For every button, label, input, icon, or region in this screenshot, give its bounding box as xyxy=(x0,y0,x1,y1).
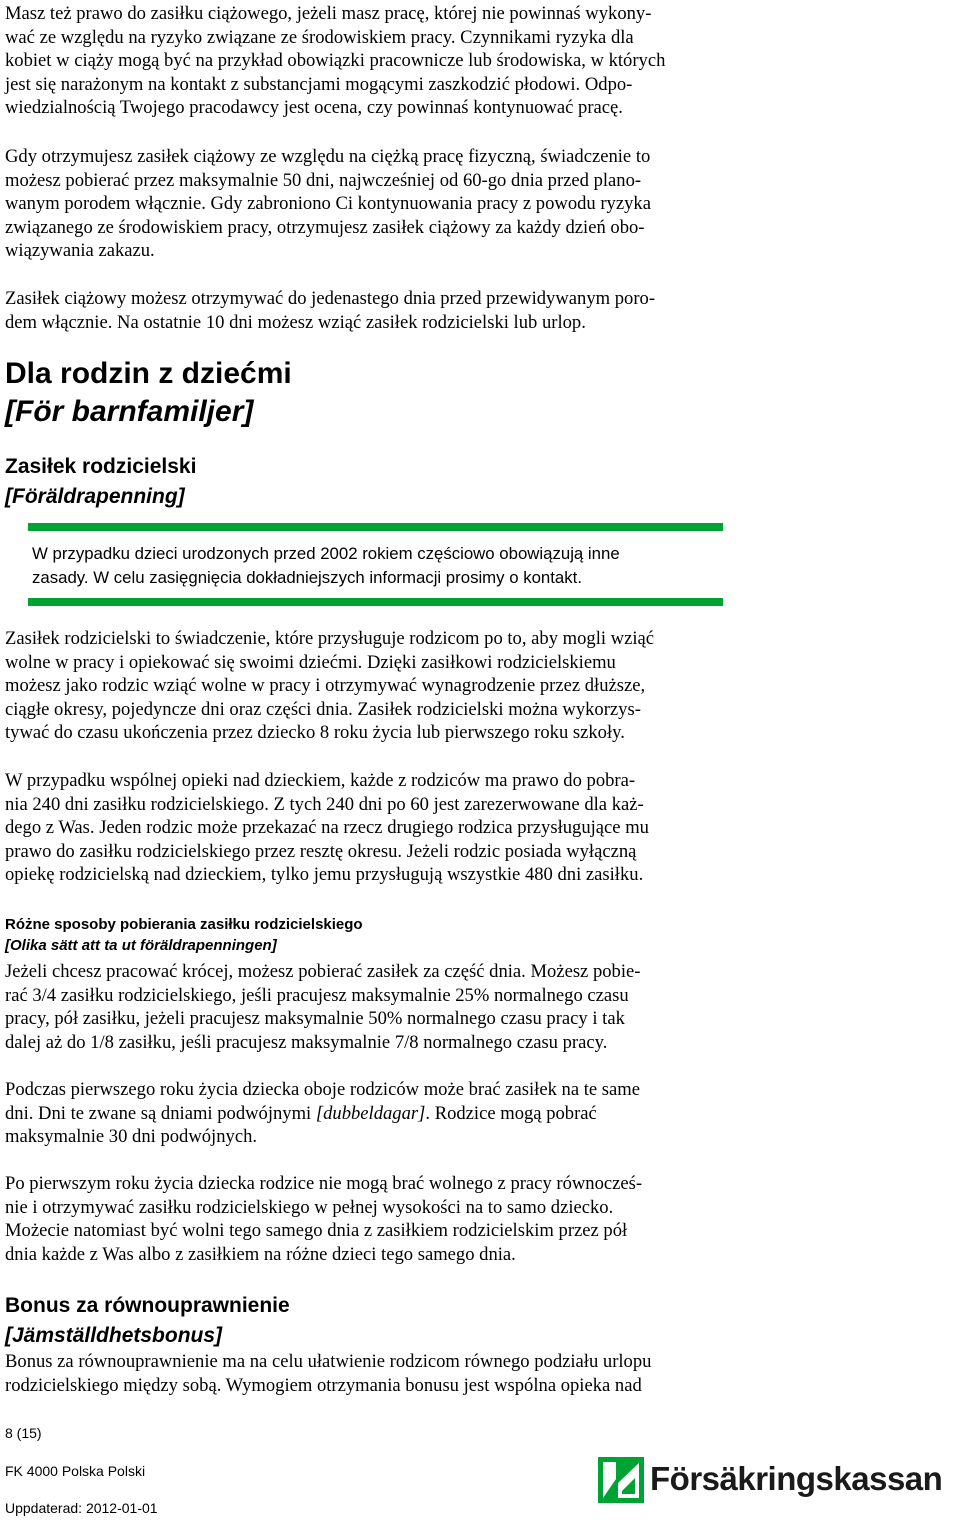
document-code: FK 4000 Polska Polski xyxy=(5,1463,146,1479)
page-number: 8 (15) xyxy=(5,1425,42,1441)
subheading-equality-bonus: Bonus za równouprawnienie [Jämställdhetsbonus] xyxy=(5,1294,290,1347)
paragraph-pregnancy-risk: Masz też prawo do zasiłku ciążowego, jeżeli masz pracę, której nie powinnaś wykony- wać ze względu na ryzyko związane ze środowiskiem pracy. Czynnikami ryzyka dla kobiet w ciąży mogą być na przykład obowiązki pracownicze lub środowiska, w których jest się narażonym na kontakt z substancjami mogącymi zaszkodzić płodowi. Odpo- wiedzialnością Twojego pracodawcy jest ocena, czy powinnaś kontynuować pracę. xyxy=(5,3,666,119)
paragraph-after-first-year: Po pierwszym roku życia dziecka rodzice nie mogą brać wolnego z pracy równocześ- nie i otrzymywać zasiłku rodzicielskiego w pełnej wysokości na to samo dziecko. Możecie natomiast być wolni tego samego dnia z zasiłkiem rodzicielskim przez pół dnia każde z Was albo z zasiłkiem na różne dzieci tego samego dnia. xyxy=(5,1173,643,1265)
subheading-ways-to-take: Różne sposoby pobierania zasiłku rodzicielskiego [Olika sätt att ta ut föräldrapenningen] xyxy=(5,916,363,954)
forsakringskassan-logo xyxy=(598,1455,960,1505)
paragraph-part-time: Jeżeli chcesz pracować krócej, możesz pobierać zasiłek za część dnia. Możesz pobie- rać 3/4 zasiłku rodzicielskiego, jeśli pracujesz maksymalnie 25% normalnego czasu pracy, pół zasiłku, jeżeli pracujesz maksymalnie 50% normalnego czasu pracy i tak dalej aż do 1/8 zasiłku, jeśli pracujesz maksymalnie 7/8 normalnego czasu pracy. xyxy=(5,961,641,1053)
logo-mark-icon xyxy=(598,1457,644,1503)
paragraph-double-days: Podczas pierwszego roku życia dziecka oboje rodziców może brać zasiłek na te same dni. Dni te zwane są dniami podwójnymi [dubbeldagar]. Rodzice mogą pobrać maksymalnie 30 dni podwójnych. xyxy=(5,1079,641,1148)
subheading-parental-benefit: Zasiłek rodzicielski [Föräldrapenning] xyxy=(5,455,197,508)
section-heading-families: Dla rodzin z dziećmi [För barnfamiljer] xyxy=(5,357,292,428)
paragraph-parental-definition: Zasiłek rodzicielski to świadczenie, które przysługuje rodzicom po to, aby mogli wziąć wolne w pracy i opiekować się swoimi dziećmi. Dzięki zasiłkowi rodzicielskiemu możesz jako rodzic wziąć wolne w pracy i otrzymywać wynagrodzenie przez dłuższe, ciągłe okresy, pojedyncze dni oraz części dnia. Zasiłek rodzicielski można wykorzys- tywać do czasu ukończenia przez dziecko 8 roku życia lub pierwszego roku szkoły. xyxy=(5,628,655,744)
update-date: Uppdaterad: 2012-01-01 xyxy=(5,1500,158,1516)
paragraph-heavy-work: Gdy otrzymujesz zasiłek ciążowy ze względu na ciężką pracę fizyczną, świadczenie to możesz pobierać przez maksymalnie 50 dni, najwcześniej od 60-go dnia przed plano- wanym porodem włącznie. Gdy zabroniono Ci kontynuowania pracy z powodu ryzyka związanego ze środowiskiem pracy, otrzymujesz zasiłek ciążowy za każdy dzień obo- wiązywania zakazu. xyxy=(5,146,651,262)
paragraph-eleven-days: Zasiłek ciążowy możesz otrzymywać do jedenastego dnia przed przewidywanym poro- dem włącznie. Na ostatnie 10 dni możesz wziąć zasiłek rodzicielski lub urlop. xyxy=(5,288,656,333)
notice-bottom-divider xyxy=(28,598,723,606)
paragraph-equality-bonus: Bonus za równouprawnienie ma na celu ułatwienie rodzicom równego podziału urlopu rodzicielskiego między sobą. Wymogiem otrzymania bonusu jest wspólna opieka nad xyxy=(5,1351,652,1396)
notice-box-text: W przypadku dzieci urodzonych przed 2002 rokiem częściowo obowiązują inne zasady. W celu zasięgnięcia dokładniejszych informacji prosimy o kontakt. xyxy=(32,544,620,587)
paragraph-shared-custody: W przypadku wspólnej opieki nad dzieckiem, każde z rodziców ma prawo do pobra- nia 240 dni zasiłku rodzicielskiego. Z tych 240 dni po 60 jest zarezerwowane dla każ- dego z Was. Jeden rodzic może przekazać na rzecz drugiego rodzica przysługujące mu prawo do zasiłku rodzicielskiego przez resztę okresu. Jeżeli rodzic posiada wyłączną opiekę rodzicielską nad dzieckiem, tylko jemu przysługują wszystkie 480 dni zasiłku. xyxy=(5,770,649,886)
logo-wordmark: Försäkringskassan xyxy=(650,1460,943,1497)
notice-top-divider xyxy=(28,523,723,531)
